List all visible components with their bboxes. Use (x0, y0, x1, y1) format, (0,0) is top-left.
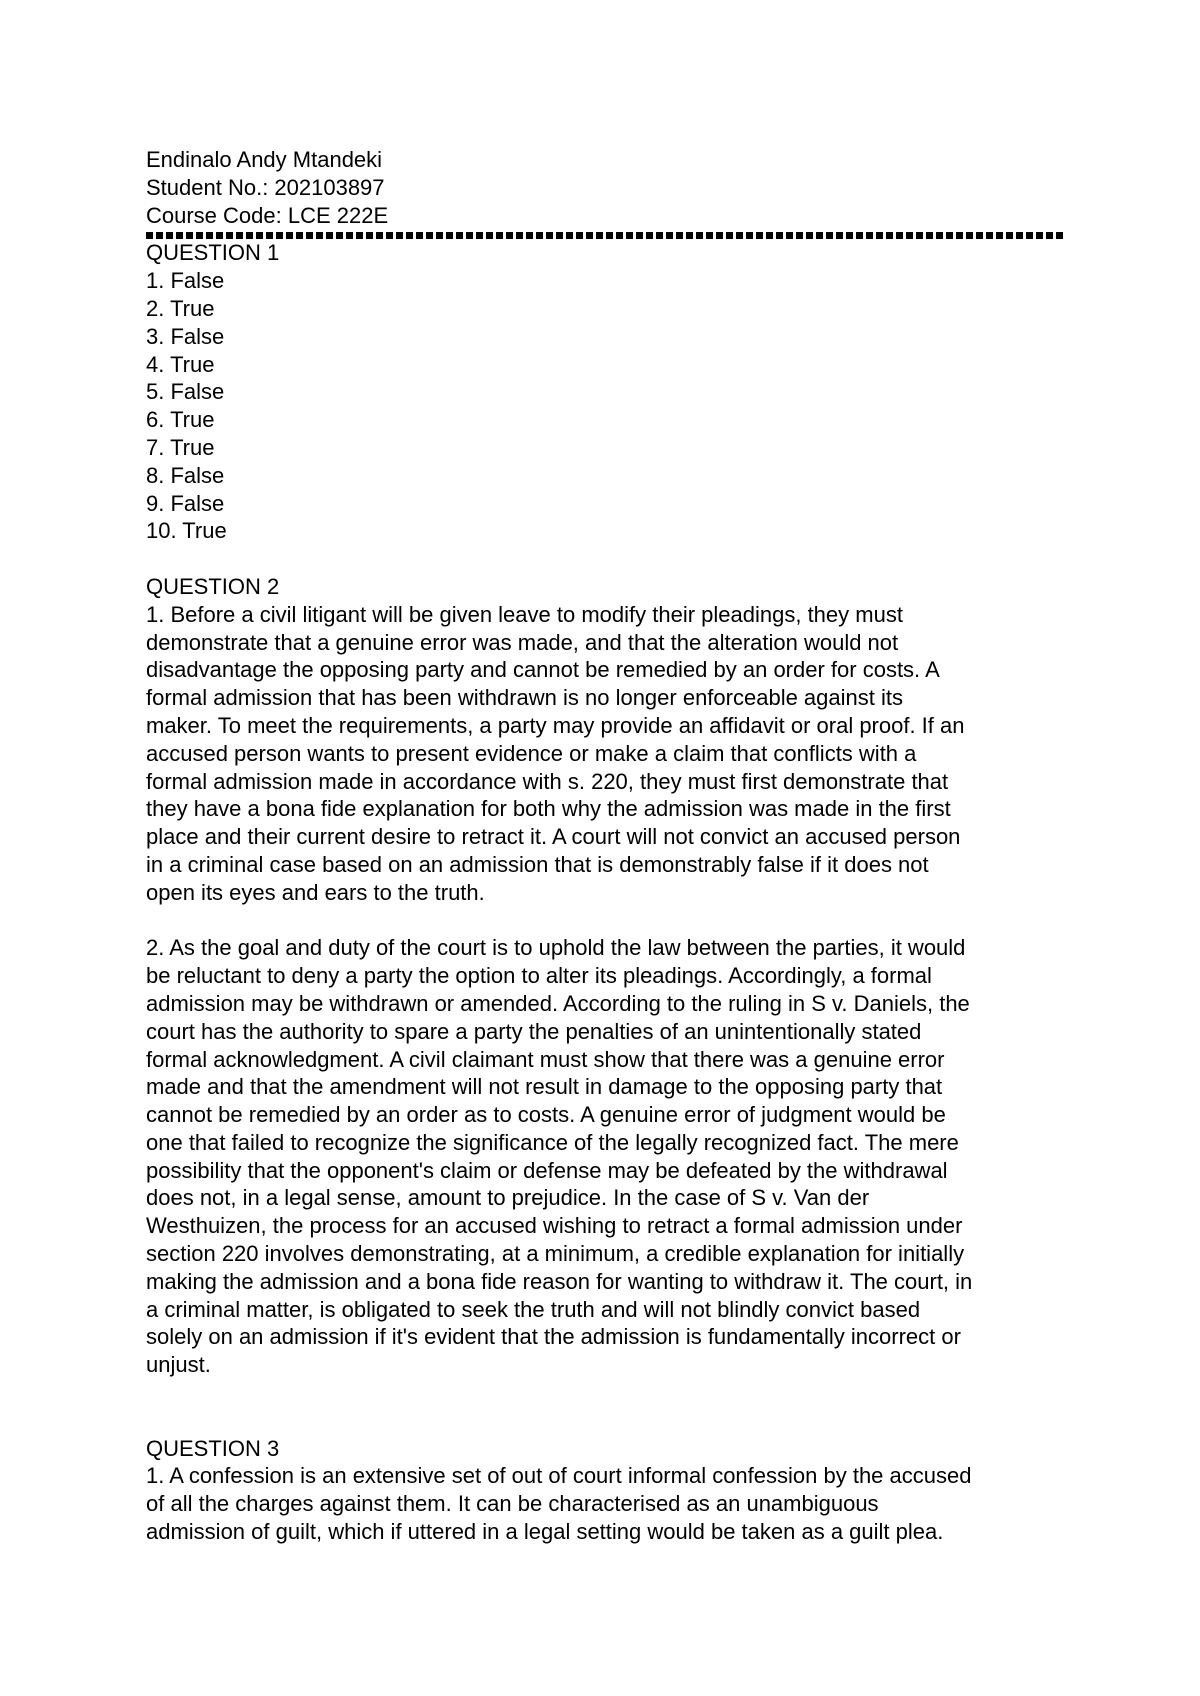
question-2-section (146, 573, 1066, 1379)
question-1-heading: QUESTION 1 (146, 240, 280, 266)
q1-answer: 9. False (146, 490, 225, 516)
paragraph-line: disadvantage the opposing party and cannot be remedied by an order for costs. A (146, 657, 940, 683)
q1-answer: 3. False (146, 323, 225, 349)
paragraph-line: accused person wants to present evidence or make a claim that conflicts with a (146, 740, 917, 766)
question-3-section (146, 1435, 1066, 1546)
q1-answer: 10. True (146, 518, 227, 544)
paragraph-line: solely on an admission if it's evident that the admission is fundamentally incorrect or (146, 1324, 961, 1350)
paragraph-line: formal acknowledgment. A civil claimant must show that there was a genuine error (146, 1046, 945, 1072)
question-1-section (146, 239, 1066, 545)
paragraph-line: 2. As the goal and duty of the court is to uphold the law between the parties, it would (146, 935, 966, 961)
paragraph-line: cannot be remedied by an order as to costs. A genuine error of judgment would be (146, 1102, 946, 1128)
dashed-divider (146, 232, 1066, 239)
paragraph-line: demonstrate that a genuine error was made, and that the alteration would not (146, 629, 899, 655)
paragraph-line: formal admission made in accordance with s. 220, they must first demonstrate that (146, 768, 949, 794)
paragraph-line: maker. To meet the requirements, a party may provide an affidavit or oral proof. If an (146, 712, 965, 738)
q2-answer-2-paragraph (146, 934, 1066, 1379)
paragraph-line: unjust. (146, 1352, 211, 1378)
spacer (146, 1379, 1066, 1435)
paragraph-line: court has the authority to spare a party the penalties of an unintentionally stated (146, 1018, 922, 1044)
paragraph-line: 1. A confession is an extensive set of out of court informal confession by the accused (146, 1463, 972, 1489)
paragraph-line: admission of guilt, which if uttered in a legal setting would be taken as a guilt plea. (146, 1519, 944, 1545)
course-code: Course Code: LCE 222E (146, 202, 389, 228)
spacer (146, 545, 1066, 573)
paragraph-line: does not, in a legal sense, amount to prejudice. In the case of S v. Van der (146, 1185, 870, 1211)
paragraph-line: open its eyes and ears to the truth. (146, 879, 485, 905)
q2-answer-1-paragraph (146, 601, 1066, 907)
paragraph-line: admission may be withdrawn or amended. According to the ruling in S v. Daniels, the (146, 990, 970, 1016)
question-2-heading: QUESTION 2 (146, 573, 280, 599)
paragraph-line: a criminal matter, is obligated to seek the truth and will not blindly convict based (146, 1296, 921, 1322)
question-3-heading: QUESTION 3 (146, 1435, 280, 1461)
document-page (146, 146, 1066, 1546)
paragraph-line: making the admission and a bona fide reason for wanting to withdraw it. The court, in (146, 1268, 973, 1294)
paragraph-line: they have a bona fide explanation for both why the admission was made in the first (146, 796, 951, 822)
paragraph-line: section 220 involves demonstrating, at a minimum, a credible explanation for initially (146, 1241, 965, 1267)
q1-answer: 8. False (146, 462, 225, 488)
q1-answer: 6. True (146, 407, 215, 433)
q1-answer: 1. False (146, 268, 225, 294)
q1-answer: 5. False (146, 379, 225, 405)
q3-answer-1-paragraph (146, 1462, 1066, 1545)
paragraph-line: be reluctant to deny a party the option to alter its pleadings. Accordingly, a formal (146, 963, 932, 989)
paragraph-line: made and that the amendment will not result in damage to the opposing party that (146, 1074, 943, 1100)
paragraph-line: formal admission that has been withdrawn is no longer enforceable against its (146, 685, 903, 711)
paragraph-line: 1. Before a civil litigant will be given leave to modify their pleadings, they must (146, 601, 903, 627)
q1-answer: 2. True (146, 295, 215, 321)
paragraph-line: in a criminal case based on an admission that is demonstrably false if it does not (146, 851, 929, 877)
spacer (146, 907, 1066, 935)
q1-answer: 4. True (146, 351, 215, 377)
paragraph-line: place and their current desire to retract it. A court will not convict an accused person (146, 824, 961, 850)
student-number: Student No.: 202103897 (146, 174, 385, 200)
paragraph-line: possibility that the opponent's claim or defense may be defeated by the withdrawal (146, 1157, 948, 1183)
paragraph-line: one that failed to recognize the significance of the legally recognized fact. The mere (146, 1129, 959, 1155)
q1-answer: 7. True (146, 434, 215, 460)
header-block (146, 146, 1066, 229)
paragraph-line: Westhuizen, the process for an accused wishing to retract a formal admission under (146, 1213, 963, 1239)
paragraph-line: of all the charges against them. It can be characterised as an unambiguous (146, 1491, 879, 1517)
student-name: Endinalo Andy Mtandeki (146, 147, 383, 172)
